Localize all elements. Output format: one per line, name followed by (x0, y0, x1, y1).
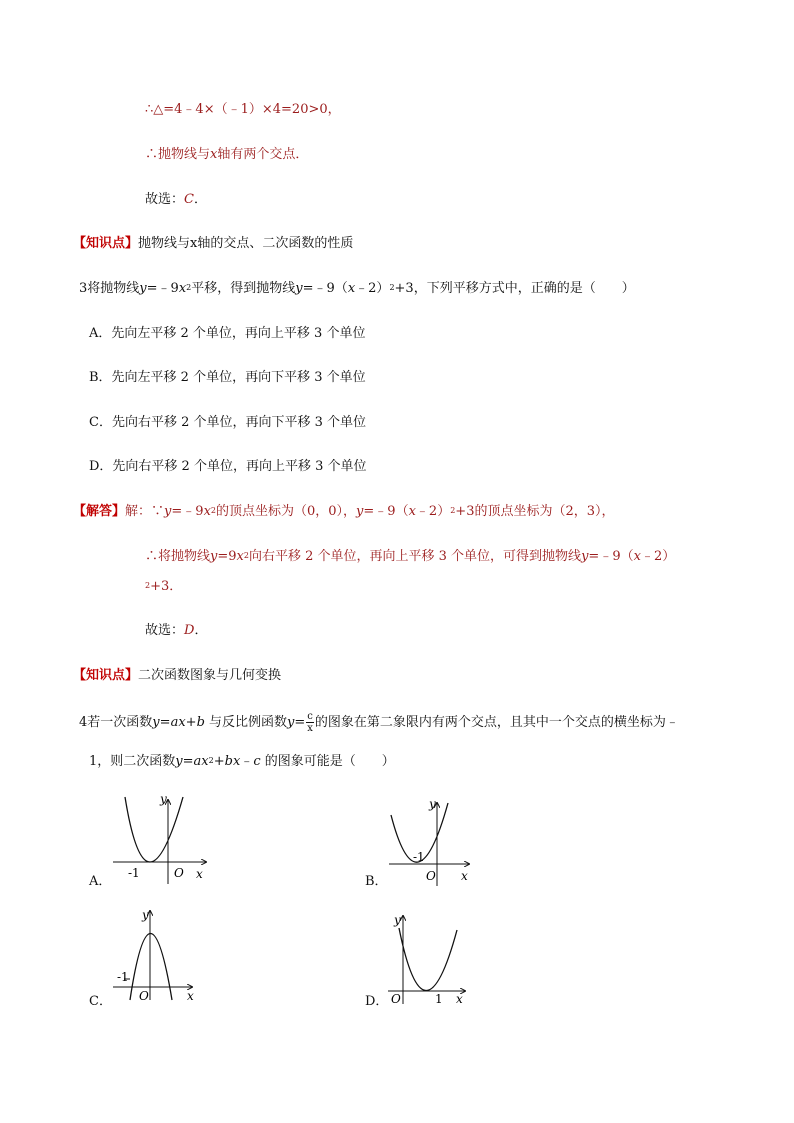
fraction-c-over-x: $\frac{c}{x}$ (307, 711, 313, 734)
x-axis-label: x (196, 867, 203, 881)
solution-3-line-3: $^2$+3． (145, 579, 183, 594)
question-4-stem: 4若一次函数y=ax+b 与反比例函数y= $\frac{c}{x}$ 的图象在第二象限内有两个交点，且其中一个交点的横坐标为﹣ (79, 711, 679, 734)
tick-label-neg1: -1 (413, 850, 425, 864)
question-3-option-b[interactable]: B．先向左平移 2 个单位，再向下平移 3 个单位 (89, 370, 366, 385)
origin-label: O (391, 992, 401, 1004)
x-axis-label: x (456, 992, 463, 1004)
graph-option-a[interactable] (108, 792, 213, 887)
origin-label: O (426, 869, 436, 883)
knowledge-point-2: 【知识点】抛物线与x轴的交点、二次函数的性质 (73, 236, 354, 251)
question-3-option-d[interactable]: D．先向右平移 2 个单位，再向上平移 3 个单位 (89, 459, 367, 474)
y-axis-label: y (142, 908, 149, 922)
y-axis-label: y (160, 792, 167, 806)
question-3-option-c[interactable]: C．先向右平移 2 个单位，再向下平移 3 个单位 (89, 415, 367, 430)
solution-choice-line: 故选：C． (145, 192, 207, 207)
solution-3-line-1: 【解答】解：$\because y=﹣9x^2$的顶点坐标为（0，0），y=﹣9（x﹣2）$^2$+3的顶点坐标为（2，3）， (73, 504, 615, 519)
tick-label-neg1: -1 (128, 866, 140, 880)
graph-option-b[interactable] (384, 797, 479, 889)
origin-label: O (174, 866, 184, 880)
question-4-option-b[interactable]: B． (365, 874, 388, 889)
solution-3-choice: 故选：D． (145, 623, 208, 638)
solution-intersect-line: ∴抛物线与x轴有两个交点． (145, 147, 309, 162)
question-4-option-c[interactable]: C． (89, 994, 112, 1009)
origin-label: O (139, 989, 149, 1002)
tick-label-1: 1 (435, 992, 443, 1004)
y-axis-label: y (429, 797, 436, 811)
solution-3-line-2: ∴将抛物线$y=9x^2$向右平移 2 个单位，再向上平移 3 个单位，可得到抛物线y=﹣9（x﹣2） (145, 549, 676, 564)
question-3-stem: 3将抛物线$y=﹣9x^2$平移，得到抛物线y=﹣9（x﹣2）$^2$+3，下列平移方式中，正确的是（ ） (79, 281, 635, 296)
tick-label-neg1: -1 (117, 970, 129, 984)
parabola-curve (125, 797, 183, 862)
x-axis-label: x (461, 869, 468, 883)
x-axis-label: x (187, 989, 194, 1002)
solution-delta-line: ∴△=4﹣4×（﹣1）×4=20>0， (145, 102, 341, 117)
parabola-curve (399, 928, 457, 991)
question-4-option-d[interactable]: D． (365, 994, 389, 1009)
question-4-option-a[interactable]: A． (89, 874, 112, 889)
graph-option-d[interactable] (385, 912, 475, 1004)
question-4-stem-line-2: 1，则二次函数$y=ax^2+bx﹣c$ 的图象可能是（ ） (89, 754, 395, 769)
knowledge-point-3: 【知识点】二次函数图象与几何变换 (73, 668, 282, 683)
question-3-option-a[interactable]: A．先向左平移 2 个单位，再向上平移 3 个单位 (89, 326, 366, 341)
parabola-curve (130, 934, 172, 1001)
graph-option-c[interactable] (110, 907, 200, 1002)
y-axis-label: y (394, 913, 401, 927)
